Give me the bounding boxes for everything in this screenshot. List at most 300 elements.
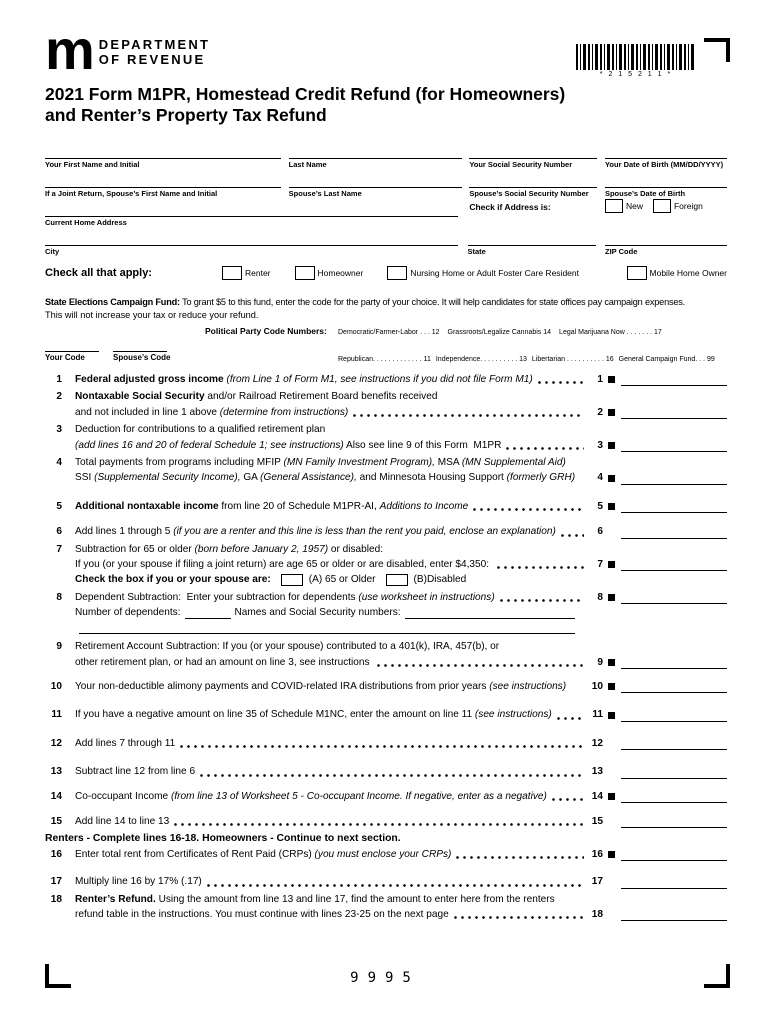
dot-leader: [456, 856, 584, 859]
mobile-home-label: Mobile Home Owner: [649, 268, 727, 278]
dot-leader: [561, 534, 584, 537]
text-segment: Enter total rent from Certificates of Rent Paid (CRPs): [75, 848, 315, 860]
campaign-fund-section: [45, 296, 727, 363]
line-6-text: [75, 524, 556, 539]
line-3-number: [45, 438, 75, 453]
dot-leader: [557, 717, 584, 720]
line-7-row-3: [45, 572, 727, 587]
line-18-amount-input[interactable]: [621, 909, 727, 921]
form-title-line1: 2021 Form M1PR, Homestead Credit Refund (for Homeowners): [45, 84, 566, 104]
line-10-row-1: [45, 679, 727, 694]
line-8-ref: 8: [597, 591, 603, 603]
spouse-code-input[interactable]: [113, 341, 167, 352]
line-7-marker: [608, 561, 615, 568]
line-18-number: 18: [50, 893, 62, 905]
your-code-input[interactable]: [45, 341, 99, 352]
renter-option: [222, 266, 271, 280]
line-8-number: 8: [56, 591, 62, 603]
form-title-line2: and Renter’s Property Tax Refund: [45, 105, 327, 125]
spouse-last-name-field: [289, 175, 462, 199]
line-18-row-2: [45, 907, 727, 922]
line-5-number: 5: [56, 500, 62, 512]
line-9-number: [45, 655, 75, 670]
nursing-home-option: [387, 266, 579, 280]
line-4-marker: [608, 475, 615, 482]
line-3-ref: 3: [597, 439, 603, 451]
form-line-2: [45, 389, 727, 420]
line-15-ref: 15: [591, 815, 603, 827]
homeowner-label: Homeowner: [317, 268, 364, 278]
line-4-ref: 4: [597, 472, 603, 484]
home-address-input[interactable]: [45, 204, 458, 217]
line-2-number: 2: [56, 391, 62, 403]
text-segment: Add line 14 to line 13: [75, 815, 170, 827]
text-segment: GA: [240, 472, 261, 484]
line-7-row-1: [45, 542, 727, 557]
campaign-fund-body2: This will not increase your tax or reduce your refund.: [45, 310, 259, 320]
first-name-label: Your First Name and Initial: [45, 160, 140, 169]
party-codes-label: Political Party Code Numbers:: [205, 326, 327, 336]
line-3-row-2: [45, 438, 727, 453]
party-general-fund: General Campaign Fund. . . 99: [618, 356, 715, 363]
line-9-text: [75, 655, 372, 670]
your-code-field: [45, 341, 99, 363]
text-segment: MSA: [434, 457, 462, 469]
party-libertarian: Libertarian . . . . . . . . . . 16: [531, 356, 614, 363]
form-footer-code: 9995: [350, 970, 420, 986]
text-segment: (MN Family Investment Program),: [283, 457, 435, 469]
line-2-number: [45, 405, 75, 420]
line-2-text: [75, 405, 348, 420]
line-16-amount-input[interactable]: [621, 849, 727, 861]
line-16-ref: 16: [591, 848, 603, 860]
form-line-11: [45, 707, 727, 722]
dot-leader: [207, 884, 584, 887]
line-8-amount-input[interactable]: [621, 592, 727, 604]
campaign-fund-heading: State Elections Campaign Fund:: [45, 297, 180, 307]
line-16-row-1: [45, 847, 727, 862]
line-7-ref: 7: [597, 559, 603, 571]
disabled-checkbox[interactable]: [386, 574, 408, 586]
text-segment: If you (or your spouse if filing a joint return) are age 65 or older or are disabled, enter $4,350:: [75, 559, 492, 571]
line-5-marker: [608, 503, 615, 510]
line-4-row-2: [45, 470, 727, 485]
line-11-number: 11: [51, 709, 62, 721]
line-18-text: [75, 892, 555, 907]
zip-label: ZIP Code: [605, 247, 638, 256]
renter-label: Renter: [244, 268, 271, 278]
text-segment: and not included in line 1 above: [75, 406, 220, 418]
line-8-marker: [608, 594, 615, 601]
ssn-input[interactable]: [469, 146, 597, 159]
age-disability-check-label: Check the box if you or your spouse are:: [75, 574, 271, 586]
line-15-row-1: [45, 814, 727, 829]
line-9-row-2: [45, 655, 727, 670]
line-8-row-1: [45, 590, 727, 605]
form-title: [45, 84, 565, 126]
line-8-row-2: [45, 605, 727, 620]
spouse-code-label: Spouse’s Code: [113, 353, 171, 362]
registration-mark-top-right: [704, 38, 730, 62]
last-name-input[interactable]: [289, 146, 462, 159]
line-16-marker: [608, 851, 615, 858]
address-foreign-label: Foreign: [673, 201, 703, 211]
line-7-row-2: [45, 557, 727, 572]
last-name-field: [289, 146, 462, 170]
line-14-number: 14: [50, 790, 62, 802]
line-14-text: [75, 789, 547, 804]
line-12-amount-input[interactable]: [621, 738, 727, 750]
form-line-9: [45, 639, 727, 670]
spouse-last-name-label: Spouse’s Last Name: [288, 189, 362, 198]
line-3-amount-input[interactable]: [621, 440, 727, 452]
text-segment: (from Line 1 of Form M1, see instructions if you did not file Form M1): [226, 374, 533, 385]
line-2-ref: 2: [597, 406, 603, 418]
line-5-text: [75, 499, 468, 514]
state-field: [468, 233, 596, 257]
text-segment: (from line 13 of Worksheet 5 - Co-occupant Income. If negative, enter as a negative): [170, 790, 547, 802]
form-line-17: [45, 874, 727, 889]
form-line-4: [45, 455, 727, 486]
line-8-text: [75, 590, 495, 605]
line-6-number: 6: [56, 526, 62, 538]
line-8-number: [45, 621, 75, 636]
nursing-home-label: Nursing Home or Adult Foster Care Resident: [410, 268, 579, 278]
line-2-text: [75, 389, 437, 404]
line-1-number: 1: [56, 374, 62, 385]
line-5-amount-input[interactable]: [621, 501, 727, 513]
line-15-amount-input[interactable]: [621, 816, 727, 828]
text-segment: (General Assistance),: [260, 472, 357, 484]
text-segment: (formerly GRH): [506, 472, 576, 484]
line-18-row-1: [45, 892, 727, 907]
text-segment: Deduction for contributions to a qualified retirement plan: [75, 424, 326, 436]
dependents-names-label: Names and Social Security numbers:: [234, 607, 401, 619]
text-segment: SSI: [75, 472, 95, 484]
line-17-ref: 17: [591, 876, 603, 888]
form-line-8: [45, 590, 727, 636]
line-9-number: 9: [56, 641, 62, 653]
barcode-bars-icon: [576, 44, 696, 70]
dot-leader: [500, 599, 584, 602]
zip-input[interactable]: [605, 233, 727, 246]
age-65-option-label: (A) 65 or Older: [308, 574, 376, 586]
line-9-text: [75, 639, 499, 654]
text-segment: Federal adjusted gross income: [75, 374, 227, 385]
line-11-ref: 11: [592, 709, 603, 721]
first-name-input[interactable]: [45, 146, 281, 159]
line-9-ref: 9: [597, 656, 603, 668]
text-segment: Multiply line 16 by 17% (.17): [75, 876, 202, 888]
line-13-amount-input[interactable]: [621, 767, 727, 779]
city-label: City: [45, 247, 60, 256]
line-1-ref: 1: [597, 374, 603, 385]
agency-name-line2: OF REVENUE: [98, 52, 206, 67]
mobile-home-checkbox[interactable]: [627, 266, 647, 280]
text-segment: or disabled:: [328, 543, 384, 555]
spouse-first-name-label: If a Joint Return, Spouse’s First Name and Initial: [45, 189, 218, 198]
spouse-dob-input[interactable]: [605, 175, 727, 188]
dot-leader: [506, 447, 584, 450]
form-line-5: [45, 499, 727, 514]
line-1-marker: [608, 376, 615, 383]
line-2-row-1: [45, 389, 727, 404]
line-6-ref: 6: [597, 526, 603, 538]
renter-checkbox[interactable]: [222, 266, 242, 280]
dot-leader: [538, 381, 584, 384]
home-address-field: [45, 204, 458, 228]
text-segment: Additional nontaxable income: [75, 500, 219, 512]
line-11-text: [75, 707, 552, 722]
line-1-amount-input[interactable]: [621, 374, 727, 386]
text-segment: Dependent Subtraction: Enter your subtraction for dependents: [75, 591, 359, 603]
text-segment: Your non-deductible alimony payments and COVID-related IRA distributions from prior years: [75, 680, 490, 692]
mn-logo-mark: m: [45, 34, 92, 70]
line-13-ref: 13: [591, 766, 603, 778]
line-12-number: 12: [50, 737, 62, 749]
city-state-zip-row: [45, 233, 727, 257]
line-15-number: 15: [50, 815, 62, 827]
line-18-ref: 18: [591, 908, 603, 920]
text-segment: (see instructions): [489, 680, 567, 692]
line-6-row-1: [45, 524, 727, 539]
line-7-amount-input[interactable]: [621, 559, 727, 571]
text-segment: Renter’s Refund.: [75, 893, 156, 905]
text-segment: Add lines 7 through 11: [75, 737, 176, 749]
text-segment: refund table in the instructions. You must continue with lines 23-25 on the next page: [75, 908, 449, 920]
party-independence: Independence. . . . . . . . . . 13: [435, 356, 527, 363]
spouse-first-name-input[interactable]: [45, 175, 281, 188]
line-18-text: [75, 907, 449, 922]
text-segment: from line 20 of Schedule M1PR-AI,: [218, 500, 380, 512]
dot-leader: [353, 414, 584, 417]
line-8-number: [45, 605, 75, 620]
first-name-field: [45, 146, 281, 170]
line-7-number: [45, 572, 75, 587]
line-8-row-3: [45, 621, 727, 636]
ssn-label: Your Social Security Number: [469, 160, 573, 169]
form-line-14: [45, 789, 727, 804]
line-14-ref: 14: [591, 790, 603, 802]
spouse-last-name-input[interactable]: [289, 175, 462, 188]
line-7-text: [75, 542, 383, 557]
text-segment: Co-occupant Income: [75, 790, 171, 802]
text-segment: Subtraction for 65 or older: [75, 543, 195, 555]
line-15-text: [75, 814, 169, 829]
party-legal-marijuana: Legal Marijuana Now . . . . . . . 17: [559, 329, 662, 336]
line-13-number: 13: [50, 766, 62, 778]
mobile-home-option: [627, 266, 727, 280]
campaign-fund-text: [45, 296, 727, 308]
text-segment: Using the amount from line 13 and line 17, find the amount to enter here from the renters: [155, 893, 555, 905]
state-input[interactable]: [468, 233, 596, 246]
disabled-option-label: (B)Disabled: [413, 574, 467, 586]
line-14-row-1: [45, 789, 727, 804]
text-segment: and/or Railroad Retirement Board benefits received: [204, 391, 438, 403]
line-17-text: [75, 874, 202, 889]
line-2-row-2: [45, 405, 727, 420]
age-65-checkbox[interactable]: [281, 574, 303, 586]
dependents-names-input[interactable]: [405, 608, 575, 619]
line-10-number: 10: [50, 680, 62, 692]
check-all-label: Check all that apply:: [45, 267, 152, 279]
line-10-amount-input[interactable]: [621, 681, 727, 693]
code-entry-cluster: [45, 341, 338, 363]
line-18-number: [45, 907, 75, 922]
line-12-row-1: [45, 736, 727, 751]
last-name-label: Last Name: [288, 160, 327, 169]
your-code-label: Your Code: [45, 353, 85, 362]
form-lines: [45, 372, 727, 924]
barcode: [576, 44, 696, 78]
address-new-label: New: [625, 201, 643, 211]
party-codes-row-1: [45, 326, 727, 336]
state-label: State: [467, 247, 486, 256]
line-3-row-1: [45, 422, 727, 437]
dependents-count-input[interactable]: [185, 608, 231, 619]
line-4-row-1: [45, 455, 727, 470]
line-13-row-1: [45, 764, 727, 779]
party-republican: Republican. . . . . . . . . . . . . 11: [338, 356, 431, 363]
line-12-text: [75, 736, 175, 751]
barcode-label: * 2 1 5 2 1 1 *: [599, 71, 673, 78]
spouse-row: [45, 175, 727, 212]
homeowner-option: [295, 266, 364, 280]
line-16-number: 16: [50, 848, 62, 860]
form-line-10: [45, 679, 727, 694]
line-10-ref: 10: [591, 680, 603, 692]
line-5-row-1: [45, 499, 727, 514]
line-3-text: [75, 422, 325, 437]
address-check-label: Check if Address is:: [469, 202, 551, 212]
line-11-row-1: [45, 707, 727, 722]
line-4-amount-input[interactable]: [621, 473, 727, 485]
zip-field: [605, 233, 727, 257]
line-4-number: [45, 470, 75, 485]
line-11-amount-input[interactable]: [621, 710, 727, 722]
ssn-field: [469, 146, 597, 170]
text-segment: (Supplemental Security Income),: [94, 472, 241, 484]
nursing-home-checkbox[interactable]: [387, 266, 407, 280]
line-11-marker: [608, 712, 615, 719]
text-segment: (if you are a renter and this line is less than the rent you paid, enclose an explanation): [173, 526, 556, 538]
home-address-label: Current Home Address: [45, 218, 127, 227]
dob-input[interactable]: [605, 146, 727, 159]
dot-leader: [377, 664, 584, 667]
agency-name: [99, 37, 210, 68]
form-line-1: [45, 372, 727, 387]
line-9-marker: [608, 659, 615, 666]
text-segment: If you have a negative amount on line 35 of Schedule M1NC, enter the amount on line 11: [75, 709, 475, 721]
form-line-16: [45, 847, 727, 862]
text-segment: Nontaxable Social Security: [75, 391, 205, 403]
line-17-row-1: [45, 874, 727, 889]
text-segment: (determine from instructions): [219, 406, 349, 418]
campaign-fund-body: To grant $5 to this fund, enter the code for the party of your choice. It will help candidates for state offices pay campaign expenses.: [179, 297, 686, 307]
line-2-amount-input[interactable]: [621, 407, 727, 419]
dependents-names-input-2[interactable]: [79, 623, 575, 634]
line-4-text: [75, 455, 566, 470]
text-segment: and Minnesota Housing Support: [356, 472, 507, 484]
text-segment: Total payments from programs including MFIP: [75, 457, 284, 469]
form-line-3: [45, 422, 727, 453]
text-segment: Additions to Income: [379, 500, 469, 512]
line-3-text: [75, 438, 501, 453]
spouse-code-field: [113, 341, 171, 363]
line-9-amount-input[interactable]: [621, 657, 727, 669]
form-line-15: [45, 814, 727, 829]
agency-name-line1: DEPARTMENT: [98, 36, 211, 52]
text-segment: other retirement plan, or had an amount on line 3, see instructions: [75, 656, 373, 668]
line-14-amount-input[interactable]: [621, 791, 727, 803]
line-6-amount-input[interactable]: [621, 527, 727, 539]
form-line-12: [45, 736, 727, 751]
dob-field: [605, 146, 727, 170]
text-segment: Subtract line 12 from line 6: [75, 766, 196, 778]
line-5-ref: 5: [597, 500, 603, 512]
dependents-count-label: Number of dependents:: [75, 607, 181, 619]
address-row: [45, 204, 727, 228]
line-12-ref: 12: [591, 737, 603, 749]
dot-leader: [454, 916, 584, 919]
text-segment: (use worksheet in instructions): [358, 591, 495, 603]
mn-revenue-logo: [45, 34, 210, 70]
text-segment: (born before January 2, 1957): [194, 543, 329, 555]
form-line-7: [45, 542, 727, 588]
filing-type-section: [45, 266, 727, 280]
line-13-text: [75, 764, 195, 779]
homeowner-checkbox[interactable]: [295, 266, 315, 280]
party-codes-row-2: [45, 341, 727, 363]
spouse-dob-label: Spouse’s Date of Birth: [604, 189, 686, 198]
text-segment: Add lines 1 through 5: [75, 526, 174, 538]
form-line-6: [45, 524, 727, 539]
party-dfl: Democratic/Farmer-Labor . . . 12: [338, 329, 440, 336]
spouse-first-name-field: [45, 175, 281, 199]
dot-leader: [473, 508, 584, 511]
line-3-marker: [608, 442, 615, 449]
text-segment: (MN Supplemental Aid): [461, 457, 566, 469]
line-2-marker: [608, 409, 615, 416]
line-17-amount-input[interactable]: [621, 877, 727, 889]
text-segment: Retirement Account Subtraction: If you (or your spouse) contributed to a 401(k), IRA, 457(b), or: [75, 641, 500, 653]
spouse-ssn-label: Spouse’s Social Security Number: [469, 189, 589, 198]
line-14-marker: [608, 793, 615, 800]
taxpayer-info-section: [45, 146, 727, 280]
text-segment: Also see line 9 of this Form M1PR: [343, 439, 502, 451]
spouse-ssn-input[interactable]: [469, 175, 597, 188]
city-input[interactable]: [45, 233, 458, 246]
address-spacer-1: [468, 204, 596, 228]
dot-leader: [180, 745, 584, 748]
city-field: [45, 233, 458, 257]
text-segment: (see instructions): [474, 709, 552, 721]
line-7-number: [45, 557, 75, 572]
line-1-text: [75, 372, 533, 387]
line-4-text: [75, 470, 575, 485]
dob-label: Your Date of Birth (MM/DD/YYYY): [604, 160, 724, 169]
line-7-number: 7: [56, 543, 62, 555]
form-line-13: [45, 764, 727, 779]
spouse-ssn-field: [469, 175, 597, 212]
address-spacer-2: [605, 204, 727, 228]
text-segment: (add lines 16 and 20 of federal Schedule 1; see instructions): [75, 439, 344, 451]
form-line-18: [45, 892, 727, 923]
line-17-number: 17: [50, 876, 62, 888]
line-9-row-1: [45, 639, 727, 654]
dot-leader: [497, 566, 584, 569]
party-grassroots: Grassroots/Legalize Cannabis 14: [447, 329, 552, 336]
